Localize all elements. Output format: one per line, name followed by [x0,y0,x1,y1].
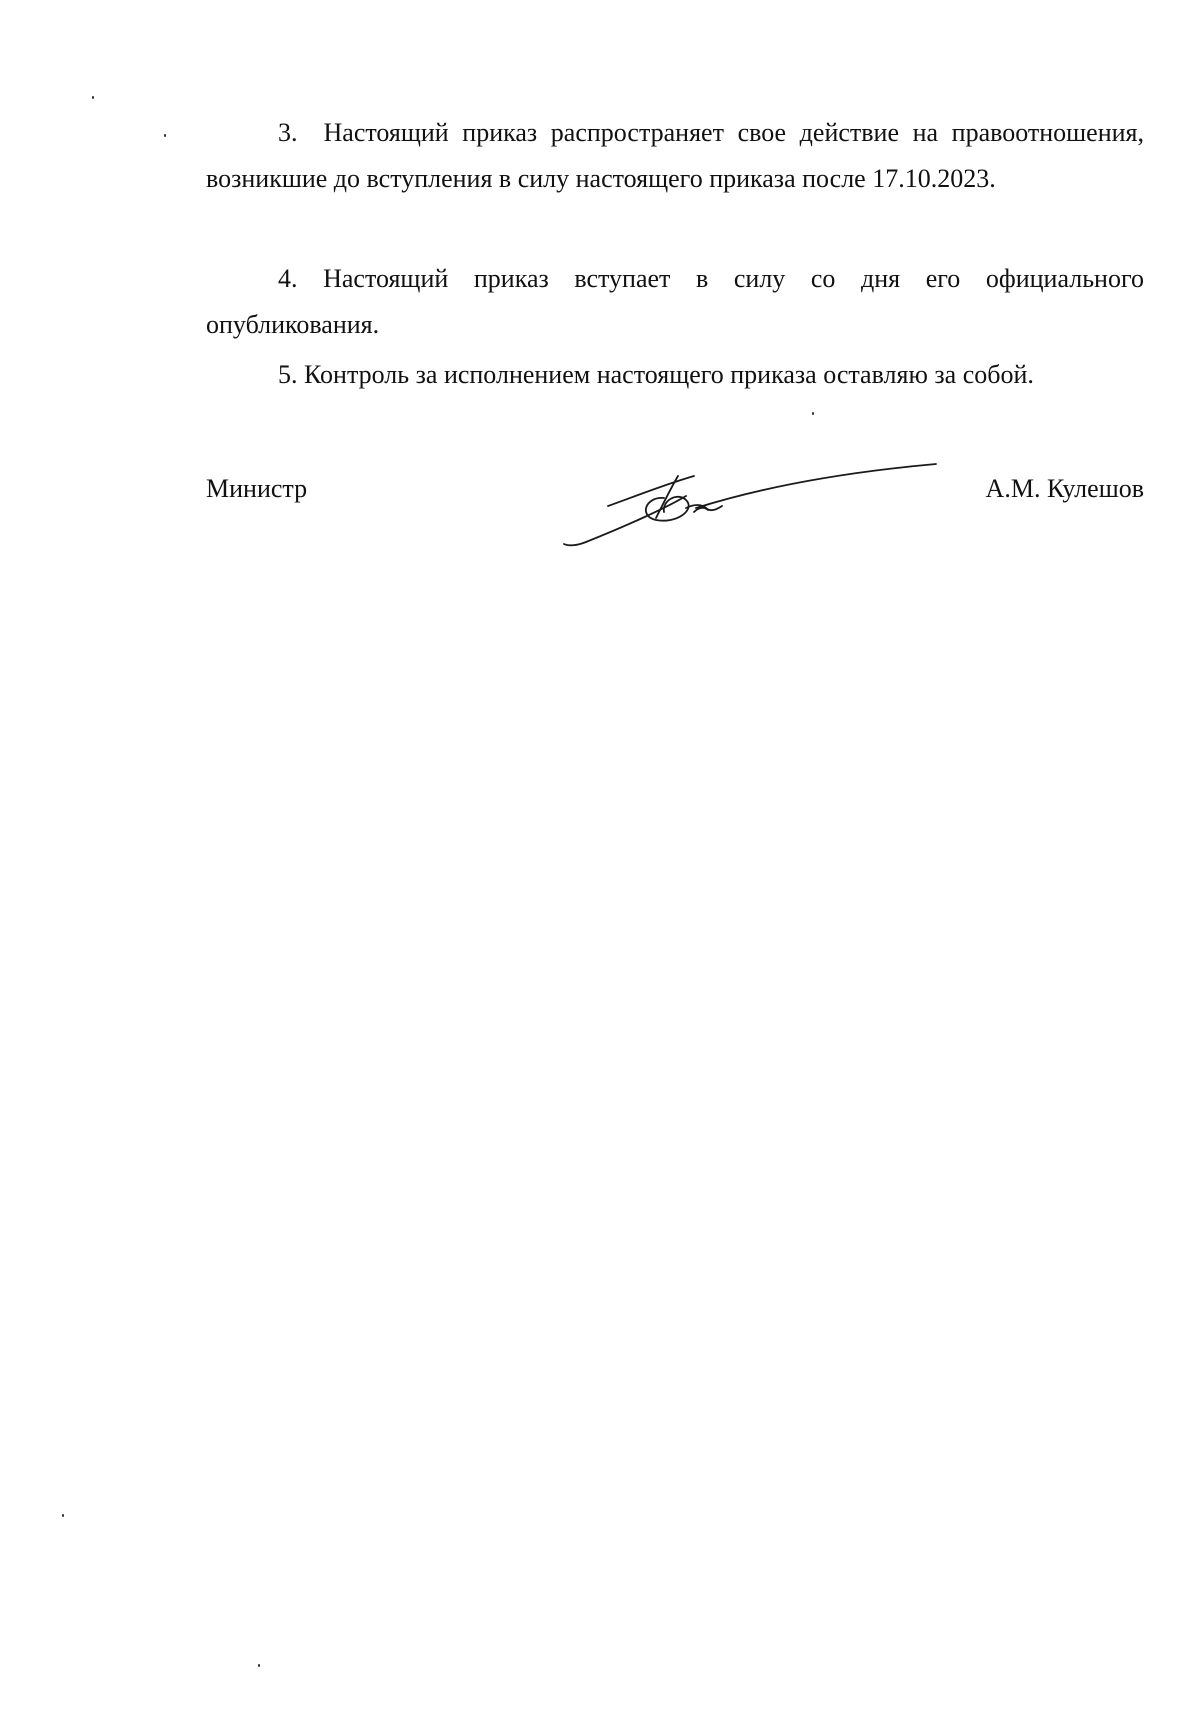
signatory-name: А.М. Кулешов [985,474,1144,503]
scan-speck [812,412,814,415]
paragraph-3: 3. Настоящий приказ распространяет свое действие на правоотношения, возникшие до вступления в силу настоящего приказа после 17.10.2023. [206,118,1144,193]
scan-speck [258,1664,260,1667]
signatory-position: Министр [206,474,308,503]
scan-speck [62,1514,64,1517]
signature-block [206,466,1144,586]
paragraph-5: 5. Контроль за исполнением настоящего приказа оставляю за собой. [278,360,1034,389]
paragraph-4: 4. Настоящий приказ вступает в силу со дня его официального опубликования. [206,264,1144,339]
scan-speck [92,96,94,99]
handwritten-signature-icon [546,446,966,566]
scan-speck [164,134,166,137]
